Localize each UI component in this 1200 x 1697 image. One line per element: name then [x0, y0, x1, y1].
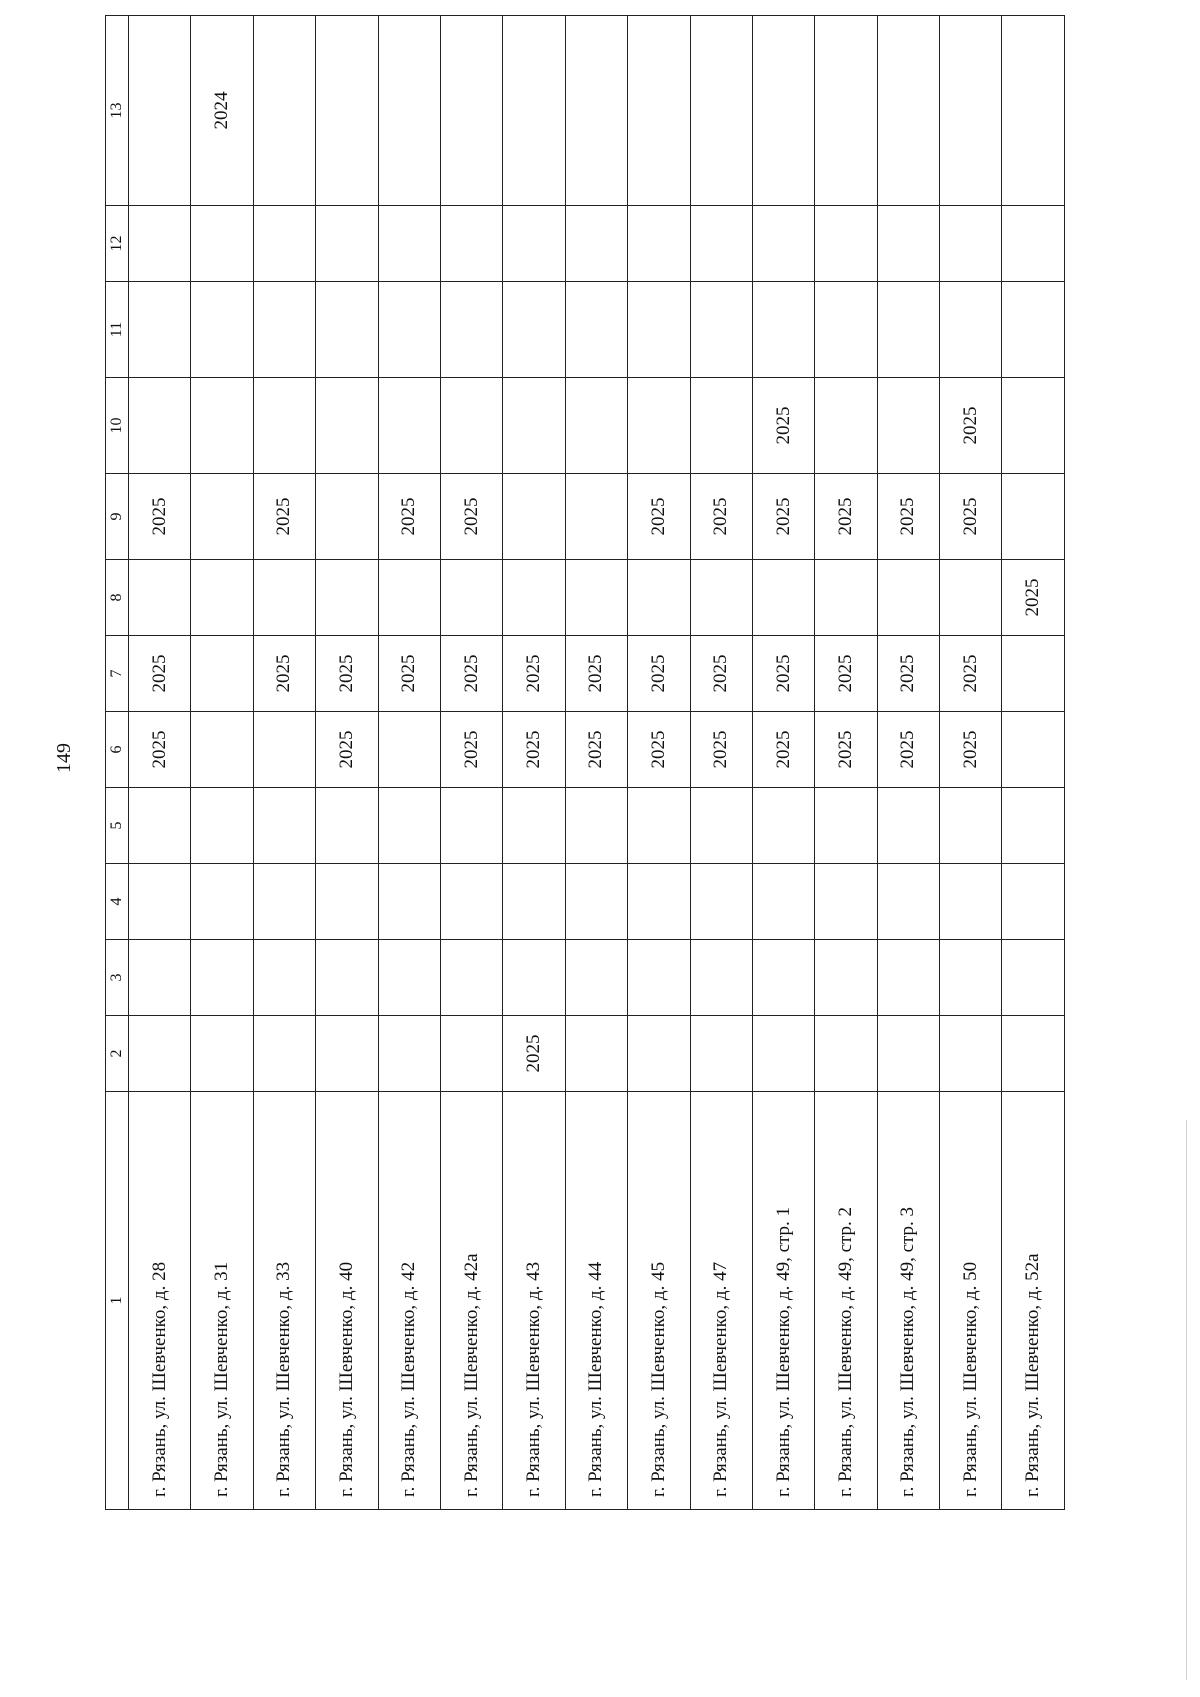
year-cell [316, 378, 378, 474]
year-cell [752, 560, 814, 636]
year-cell [940, 560, 1002, 636]
year-cell [191, 474, 253, 560]
year-cell: 2025 [752, 636, 814, 712]
year-cell [378, 206, 440, 282]
year-cell [503, 940, 565, 1016]
year-cell [1002, 1016, 1065, 1092]
year-cell [316, 788, 378, 864]
year-cell [940, 1016, 1002, 1092]
year-cell [628, 16, 690, 206]
year-cell [440, 16, 502, 206]
address-cell: г. Рязань, ул. Шевченко, д. 33 [253, 1092, 315, 1510]
year-cell [191, 864, 253, 940]
year-cell: 2025 [503, 712, 565, 788]
year-cell [565, 206, 627, 282]
year-cell: 2025 [815, 636, 877, 712]
year-cell [191, 560, 253, 636]
year-cell [191, 1016, 253, 1092]
year-cell [378, 282, 440, 378]
year-cell [815, 378, 877, 474]
page-number: 149 [53, 743, 75, 773]
address-cell: г. Рязань, ул. Шевченко, д. 52а [1002, 1092, 1065, 1510]
year-cell [316, 1016, 378, 1092]
year-cell: 2025 [628, 474, 690, 560]
year-cell [378, 712, 440, 788]
year-cell [628, 1016, 690, 1092]
address-cell: г. Рязань, ул. Шевченко, д. 28 [129, 1092, 191, 1510]
year-cell [253, 712, 315, 788]
table-row [940, 16, 1002, 1510]
year-cell: 2025 [940, 712, 1002, 788]
year-cell: 2025 [752, 712, 814, 788]
year-cell [378, 16, 440, 206]
year-cell [628, 788, 690, 864]
year-cell [690, 16, 752, 206]
year-cell [752, 788, 814, 864]
table-body [106, 16, 1065, 1510]
year-cell [565, 282, 627, 378]
year-cell [565, 16, 627, 206]
year-cell [253, 16, 315, 206]
year-cell [628, 560, 690, 636]
year-cell [316, 940, 378, 1016]
column-header: 6 [106, 712, 129, 788]
year-cell [690, 206, 752, 282]
year-cell: 2025 [253, 474, 315, 560]
year-cell: 2025 [690, 474, 752, 560]
year-cell [940, 788, 1002, 864]
year-cell [378, 940, 440, 1016]
year-cell: 2025 [129, 712, 191, 788]
year-cell [752, 864, 814, 940]
year-cell [877, 282, 939, 378]
column-header: 3 [106, 940, 129, 1016]
year-cell [440, 282, 502, 378]
year-cell [1002, 636, 1065, 712]
address-cell: г. Рязань, ул. Шевченко, д. 49, стр. 2 [815, 1092, 877, 1510]
year-cell [378, 1016, 440, 1092]
year-cell [440, 206, 502, 282]
column-header: 11 [106, 282, 129, 378]
table-row [316, 16, 378, 1510]
year-cell [815, 16, 877, 206]
rotated-table-wrapper [105, 40, 1065, 1510]
year-cell [191, 636, 253, 712]
year-cell [1002, 474, 1065, 560]
address-cell: г. Рязань, ул. Шевченко, д. 49, стр. 1 [752, 1092, 814, 1510]
year-cell [565, 560, 627, 636]
year-cell [440, 378, 502, 474]
table-row [378, 16, 440, 1510]
year-cell [1002, 864, 1065, 940]
year-cell: 2025 [690, 636, 752, 712]
year-cell [877, 560, 939, 636]
year-cell [440, 940, 502, 1016]
year-cell: 2025 [503, 636, 565, 712]
year-cell [940, 940, 1002, 1016]
year-cell: 2025 [565, 712, 627, 788]
year-cell [378, 864, 440, 940]
year-cell [1002, 940, 1065, 1016]
year-cell [752, 1016, 814, 1092]
year-cell: 2025 [129, 474, 191, 560]
year-cell: 2025 [940, 636, 1002, 712]
year-cell: 2025 [752, 378, 814, 474]
year-cell [752, 206, 814, 282]
year-cell [378, 788, 440, 864]
column-header: 2 [106, 1016, 129, 1092]
year-cell [503, 378, 565, 474]
year-cell [503, 206, 565, 282]
year-cell: 2025 [565, 636, 627, 712]
year-cell: 2025 [253, 636, 315, 712]
table-row [752, 16, 814, 1510]
address-cell: г. Рязань, ул. Шевченко, д. 43 [503, 1092, 565, 1510]
year-cell [253, 940, 315, 1016]
year-cell [253, 206, 315, 282]
year-cell [316, 474, 378, 560]
column-header: 4 [106, 864, 129, 940]
address-cell: г. Рязань, ул. Шевченко, д. 42 [378, 1092, 440, 1510]
year-cell [565, 378, 627, 474]
year-cell [316, 206, 378, 282]
year-cell [815, 560, 877, 636]
year-cell [191, 206, 253, 282]
year-cell [191, 378, 253, 474]
year-cell: 2025 [940, 474, 1002, 560]
year-cell [191, 712, 253, 788]
year-cell [253, 282, 315, 378]
address-cell: г. Рязань, ул. Шевченко, д. 49, стр. 3 [877, 1092, 939, 1510]
address-cell: г. Рязань, ул. Шевченко, д. 50 [940, 1092, 1002, 1510]
address-cell: г. Рязань, ул. Шевченко, д. 44 [565, 1092, 627, 1510]
year-cell [503, 864, 565, 940]
year-cell [815, 282, 877, 378]
column-header: 12 [106, 206, 129, 282]
year-cell [1002, 788, 1065, 864]
year-cell [191, 788, 253, 864]
year-cell [503, 282, 565, 378]
year-cell: 2025 [440, 474, 502, 560]
year-cell [565, 864, 627, 940]
year-cell [253, 560, 315, 636]
schedule-table [105, 15, 1065, 1510]
column-header: 9 [106, 474, 129, 560]
table-row [440, 16, 502, 1510]
table-row [503, 16, 565, 1510]
year-cell: 2025 [940, 378, 1002, 474]
address-cell: г. Рязань, ул. Шевченко, д. 47 [690, 1092, 752, 1510]
year-cell [565, 1016, 627, 1092]
year-cell [129, 560, 191, 636]
year-cell [129, 16, 191, 206]
year-cell [316, 864, 378, 940]
year-cell [628, 378, 690, 474]
scan-edge-line [1186, 1120, 1187, 1680]
year-cell [565, 788, 627, 864]
year-cell [940, 282, 1002, 378]
year-cell: 2025 [316, 712, 378, 788]
table-row [191, 16, 253, 1510]
year-cell: 2025 [628, 712, 690, 788]
year-cell [1002, 206, 1065, 282]
column-header: 13 [106, 16, 129, 206]
year-cell: 2025 [378, 636, 440, 712]
year-cell [253, 864, 315, 940]
address-cell: г. Рязань, ул. Шевченко, д. 42а [440, 1092, 502, 1510]
year-cell [191, 940, 253, 1016]
year-cell [815, 788, 877, 864]
year-cell [129, 788, 191, 864]
year-cell [690, 1016, 752, 1092]
year-cell [877, 864, 939, 940]
year-cell [690, 940, 752, 1016]
year-cell [877, 378, 939, 474]
year-cell [690, 282, 752, 378]
year-cell [1002, 16, 1065, 206]
year-cell [1002, 378, 1065, 474]
year-cell [877, 206, 939, 282]
year-cell [316, 16, 378, 206]
table-row [690, 16, 752, 1510]
table-row [253, 16, 315, 1510]
year-cell: 2025 [752, 474, 814, 560]
year-cell [129, 378, 191, 474]
year-cell [191, 282, 253, 378]
year-cell: 2025 [877, 712, 939, 788]
year-cell [503, 474, 565, 560]
year-cell: 2025 [877, 474, 939, 560]
year-cell [253, 1016, 315, 1092]
year-cell [440, 560, 502, 636]
year-cell [440, 788, 502, 864]
year-cell [378, 560, 440, 636]
year-cell: 2025 [378, 474, 440, 560]
year-cell [940, 206, 1002, 282]
year-cell [628, 940, 690, 1016]
year-cell [877, 940, 939, 1016]
year-cell: 2025 [440, 636, 502, 712]
year-cell [1002, 712, 1065, 788]
year-cell: 2025 [877, 636, 939, 712]
year-cell [316, 560, 378, 636]
year-cell [440, 1016, 502, 1092]
table-row [129, 16, 191, 1510]
column-header: 5 [106, 788, 129, 864]
year-cell [815, 864, 877, 940]
year-cell [752, 940, 814, 1016]
year-cell [129, 282, 191, 378]
year-cell [815, 940, 877, 1016]
table-row [877, 16, 939, 1510]
year-cell [690, 788, 752, 864]
table-row [815, 16, 877, 1510]
year-cell [628, 282, 690, 378]
year-cell [253, 788, 315, 864]
year-cell [815, 1016, 877, 1092]
address-cell: г. Рязань, ул. Шевченко, д. 31 [191, 1092, 253, 1510]
year-cell [316, 282, 378, 378]
year-cell [440, 864, 502, 940]
column-header: 7 [106, 636, 129, 712]
address-cell: г. Рязань, ул. Шевченко, д. 45 [628, 1092, 690, 1510]
year-cell [378, 378, 440, 474]
year-cell: 2025 [1002, 560, 1065, 636]
year-cell: 2025 [815, 712, 877, 788]
year-cell [877, 16, 939, 206]
address-cell: г. Рязань, ул. Шевченко, д. 40 [316, 1092, 378, 1510]
year-cell: 2025 [628, 636, 690, 712]
table-row [628, 16, 690, 1510]
year-cell: 2025 [129, 636, 191, 712]
year-cell: 2025 [316, 636, 378, 712]
year-cell [940, 16, 1002, 206]
column-header: 8 [106, 560, 129, 636]
year-cell [628, 864, 690, 940]
year-cell [565, 474, 627, 560]
year-cell: 2025 [440, 712, 502, 788]
year-cell [877, 1016, 939, 1092]
year-cell [253, 378, 315, 474]
table-row [1002, 16, 1065, 1510]
year-cell [503, 788, 565, 864]
table-row [565, 16, 627, 1510]
year-cell [815, 206, 877, 282]
header-row [106, 16, 129, 1510]
year-cell: 2025 [815, 474, 877, 560]
year-cell: 2025 [503, 1016, 565, 1092]
year-cell [690, 864, 752, 940]
year-cell [628, 206, 690, 282]
year-cell [129, 1016, 191, 1092]
column-header: 10 [106, 378, 129, 474]
year-cell: 2024 [191, 16, 253, 206]
year-cell [690, 378, 752, 474]
year-cell [565, 940, 627, 1016]
year-cell [690, 560, 752, 636]
year-cell [1002, 282, 1065, 378]
year-cell [940, 864, 1002, 940]
year-cell [877, 788, 939, 864]
year-cell [503, 560, 565, 636]
year-cell [129, 940, 191, 1016]
year-cell [129, 864, 191, 940]
year-cell [129, 206, 191, 282]
column-header: 1 [106, 1092, 129, 1510]
year-cell [503, 16, 565, 206]
year-cell [752, 282, 814, 378]
year-cell [752, 16, 814, 206]
year-cell: 2025 [690, 712, 752, 788]
